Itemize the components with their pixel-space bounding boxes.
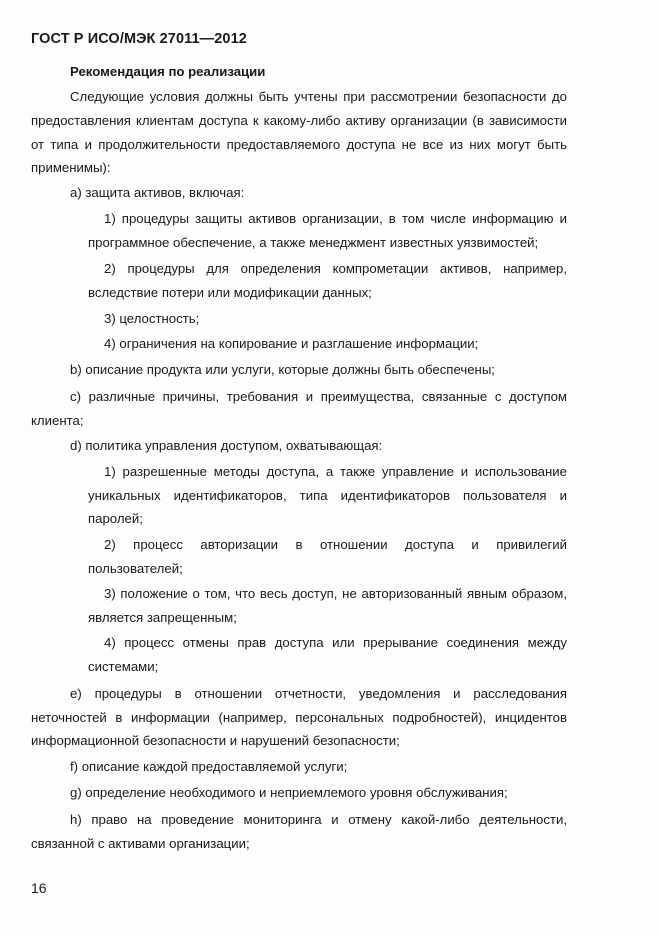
list-item-a: a) защита активов, включая: [70, 185, 245, 200]
list-item-h-line-1: h) право на проведение мониторинга и отмену какой-либо деятельности, [70, 812, 567, 827]
list-item-e-line-1: e) процедуры в отношении отчетности, уведомления и расследования [70, 686, 567, 701]
list-item-e-line-3: информационной безопасности и нарушений безопасности; [31, 733, 400, 748]
intro-line-3: от типа и продолжительности предоставляемого доступа не все из них могут быть [31, 137, 567, 152]
list-item-a-4: 4) ограничения на копирование и разглашение информации; [104, 336, 479, 351]
list-item-d-3-line-2: является запрещенным; [88, 610, 237, 625]
list-item-a-2-line-1: 2) процедуры для определения компрометации активов, например, [104, 261, 567, 276]
list-item-c-line-1: c) различные причины, требования и преимущества, связанные с доступом [70, 389, 567, 404]
list-item-d-1-line-1: 1) разрешенные методы доступа, а также управление и использование [104, 464, 567, 479]
list-item-a-2-line-2: вследствие потери или модификации данных; [88, 285, 372, 300]
list-item-d-2-line-1: 2) процесс авторизации в отношении доступа и привилегий [104, 537, 567, 552]
list-item-c-line-2: клиента; [31, 413, 84, 428]
list-item-d: d) политика управления доступом, охватывающая: [70, 438, 383, 453]
intro-line-4: применимы): [31, 160, 111, 175]
intro-line-2: предоставления клиентам доступа к какому-либо активу организации (в зависимости [31, 113, 567, 128]
section-title: Рекомендация по реализации [70, 64, 266, 79]
list-item-d-3-line-1: 3) положение о том, что весь доступ, не авторизованный явным образом, [104, 586, 567, 601]
list-item-f: f) описание каждой предоставляемой услуги; [70, 759, 348, 774]
page-number: 16 [31, 880, 47, 896]
list-item-d-1-line-2: уникальных идентификаторов, типа идентификаторов пользователя и [88, 488, 567, 503]
list-item-d-2-line-2: пользователей; [88, 561, 183, 576]
list-item-e-line-2: неточностей в информации (например, персональных подробностей), инцидентов [31, 710, 567, 725]
list-item-a-1-line-2: программное обеспечение, а также менеджмент известных уязвимостей; [88, 235, 539, 250]
list-item-d-4-line-1: 4) процесс отмены прав доступа или прерывание соединения между [104, 635, 567, 650]
list-item-b: b) описание продукта или услуги, которые должны быть обеспечены; [70, 362, 495, 377]
intro-line-1: Следующие условия должны быть учтены при рассмотрении безопасности до [70, 89, 567, 104]
document-header: ГОСТ Р ИСО/МЭК 27011—2012 [31, 31, 247, 47]
list-item-a-3: 3) целостность; [104, 311, 200, 326]
list-item-h-line-2: связанной с активами организации; [31, 836, 250, 851]
list-item-g: g) определение необходимого и неприемлемого уровня обслуживания; [70, 785, 508, 800]
list-item-d-4-line-2: системами; [88, 659, 159, 674]
list-item-a-1-line-1: 1) процедуры защиты активов организации, в том числе информацию и [104, 211, 567, 226]
list-item-d-1-line-3: паролей; [88, 511, 143, 526]
